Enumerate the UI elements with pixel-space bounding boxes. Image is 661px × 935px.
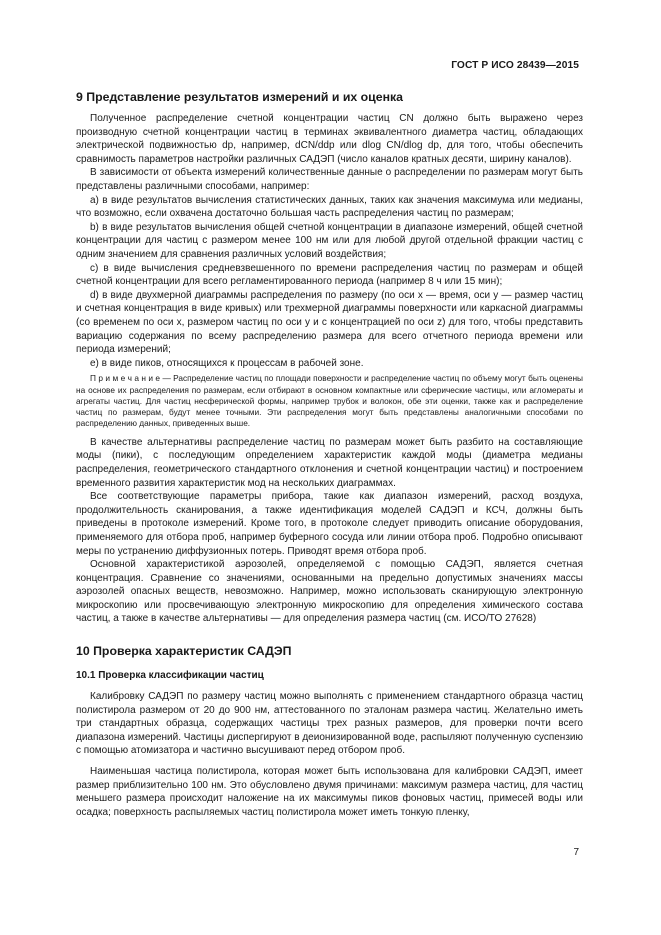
paragraph: Основной характеристикой аэрозолей, определяемой с помощью САДЭП, является счетная концентрация. Сравнение со значениями, основанными на предельно допустимых значениях массы аэрозолей опасных веществ, невозможно. Например, можно использовать сканирующую электронную микроскопию или просвечивающую электронную микроскопию для определения химического состава частиц, а также в качестве альтернативы — для определения размера частиц (см. ИСО/ТО 27628)	[76, 559, 583, 625]
list-item-a: а) в виде результатов вычисления статистических данных, таких как значения максимума или медианы, что возможно, если охвачена достаточно большая часть распределения частиц по размерам;	[76, 194, 583, 220]
subsection-10-1-title: 10.1 Проверка классификации частиц	[76, 670, 264, 682]
list-item-b: b) в виде результатов вычисления общей счетной концентрации в диапазоне измерений, общей счетной концентрации для частиц с размером менее 100 нм или для любой другой отдельной фракции частиц с одним значением для сравнения различных условий воздействия;	[76, 221, 583, 260]
paragraph: Калибровку САДЭП по размеру частиц можно выполнять с применением стандартного образца частиц полистирола размером от 20 до 900 нм, аттестованного по эталонам размера частиц. Желательно иметь три стандартных образца, содержащих частицы трех разных размеров, для проверки почти всего диапазона измерений. Частицы диспергируют в деионизированной воде, распыляют полученную суспензию с помощью атомизатора и частично высушивают перед отбором проб.	[76, 691, 583, 757]
paragraph: Полученное распределение счетной концентрации частиц CN должно быть выражено через производную счетной концентрации частиц в терминах эквивалентного диаметра частиц, обладающих электрической подвижностью dp, например, dCN/ddp или dlog CN/dlog dp, для того, чтобы обеспечить сравнимость параметров настройки различных САДЭП (число каналов кратных десяти, ширину каналов).	[76, 113, 583, 165]
page-content	[76, 90, 583, 819]
note: П р и м е ч а н и е — Распределение частиц по площади поверхности и распределение частиц по объему могут быть оценены на основе их распределения по размерам, если отбирают в основном компактные или сферические частицы, или агломераты и агрегаты частиц. Для частиц несферической формы, например трубок и волокон, обе эти оценки, также как и распределение частиц по размерам, будут менее точными. Эти распределения могут быть представлены аналогичными способами по распределению данных, приведенных выше.	[76, 373, 583, 429]
list-item-c: c) в виде вычисления средневзвешенного по времени распределения частиц по размерам и общей счетной концентрации для всего регламентированного периода (например 8 ч или 15 мин);	[76, 262, 583, 288]
paragraph: Наименьшая частица полистирола, которая может быть использована для калибровки САДЭП, имеет размер приблизительно 100 нм. Это обусловлено двумя причинами: максимум размера частиц, для частиц меньшего размера происходит наложение на их максимумы пиков фоновых частиц, примесей воды или осадка; поверхность распыляемых частиц полистирола может иметь тонкую пленку,	[76, 766, 583, 818]
page-number: 7	[573, 847, 579, 858]
section-10-title: 10 Проверка характеристик САДЭП	[76, 644, 292, 659]
list-item-d: d) в виде двухмерной диаграммы распределения по размеру (по оси x — время, оси y — размер частиц и счетная концентрация в виде кривых) или трехмерной диаграммы поверхности или каркасной диаграммы (со временем по оси x, размером частиц по оси y и с концентрацией по оси z) для того, чтобы представить вариацию содержания по всему распределению размера для всего отчетного периода времени или периода измерений;	[76, 289, 583, 356]
standard-header: ГОСТ Р ИСО 28439—2015	[451, 60, 579, 71]
list-item-e: е) в виде пиков, относящихся к процессам в рабочей зоне.	[90, 357, 364, 369]
paragraph: В зависимости от объекта измерений количественные данные о распределении по размерам могут быть представлены различными способами, например:	[76, 167, 583, 192]
section-9-title: 9 Представление результатов измерений и их оценка	[76, 90, 403, 104]
paragraph: Все соответствующие параметры прибора, такие как диапазон измерений, расход воздуха, продолжительность сканирования, а также идентификация моделей САДЭП и КСЧ, должны быть приведены в протоколе измерений. Кроме того, в протоколе следует приводить описание оборудования, применяемого для отбора проб, например буферного сосуда или линии отбора проб. Подробно описывают меры по устранению диффузионных потерь. Приводят время отбора проб.	[76, 491, 583, 557]
paragraph: В качестве альтернативы распределение частиц по размерам может быть разбито на составляющие моды (пики), с последующим определением характеристик каждой моды (диаметра медианы распределения, геометрического стандартного отклонения и счетной концентрации частиц) и построением временного развития характеристик мод на нескольких диаграммах.	[76, 436, 583, 489]
